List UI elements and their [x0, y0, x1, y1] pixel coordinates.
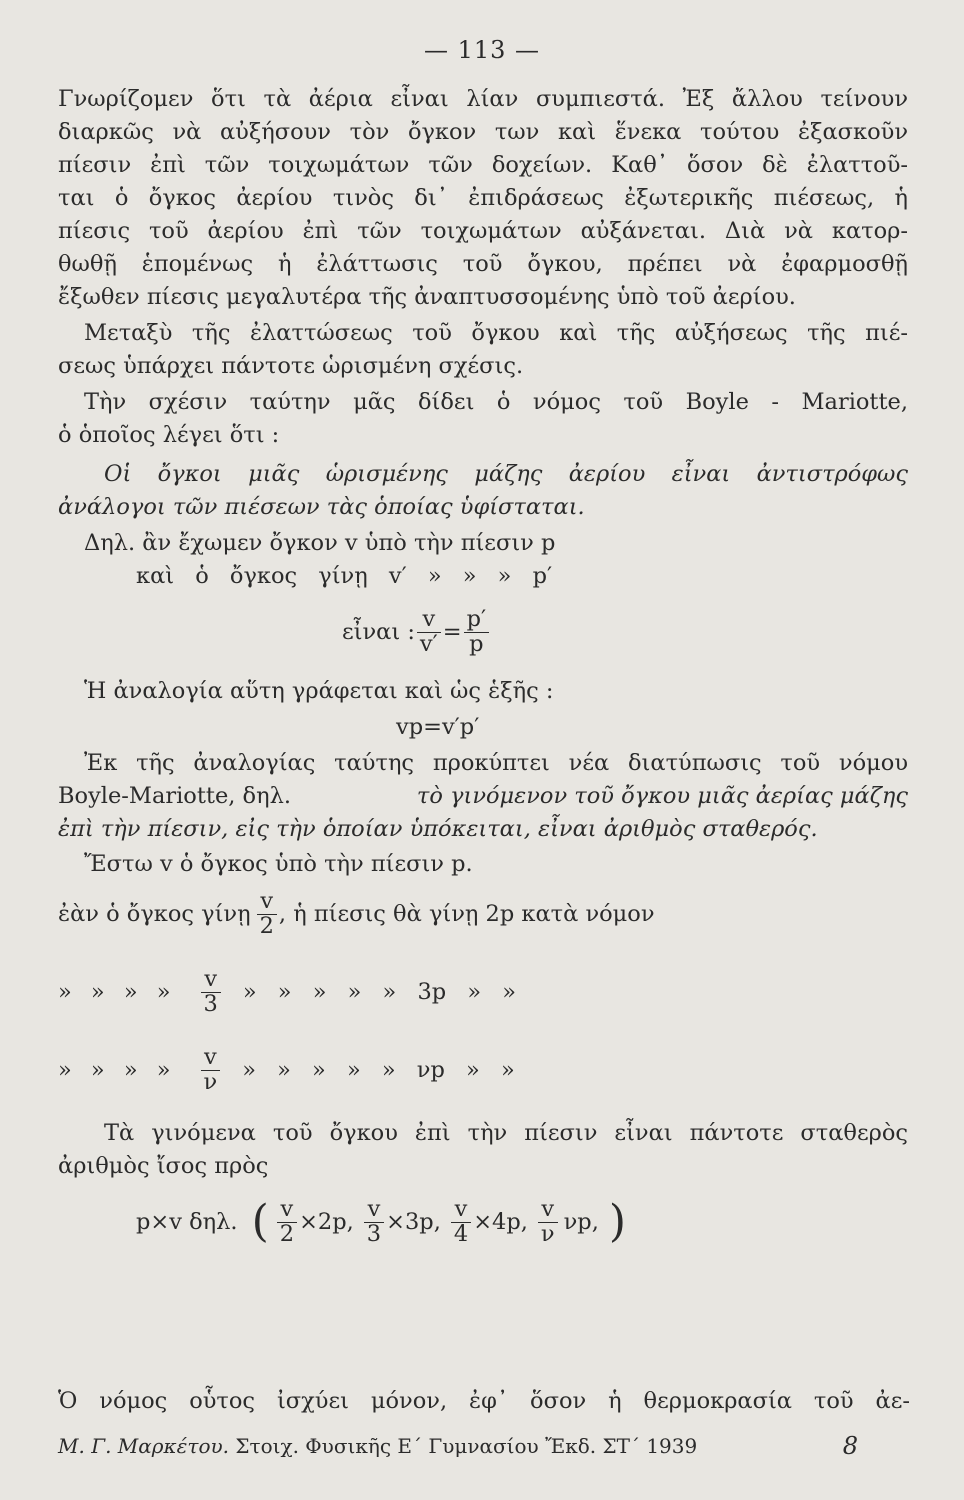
- text-line-8: Μεταξὺ τῆς ἐλαττώσεως τοῦ ὄγκου καὶ τῆς αὐξήσεως τῆς πιέ-: [84, 320, 908, 346]
- text-line-7: ἔξωθεν πίεσις μεγαλυτέρα τῆς ἀναπτυσσομένης ὑπὸ τοῦ ἀερίου.: [58, 284, 796, 310]
- footer-citation: [58, 1432, 697, 1460]
- text-line-26: Τὰ γινόμενα τοῦ ὄγκου ἐπὶ τὴν πίεσιν εἶναι πάντοτε σταθερὸς: [104, 1120, 908, 1146]
- ratio-row-1: ἐὰν ὁ ὄγκος γίνῃ $\frac{v}{2}$ , ἡ πίεσις θὰ γίνῃ 2p κατὰ νόμον: [58, 887, 655, 939]
- page-number: — 113 —: [423, 36, 541, 64]
- footer-book-title: Στοιχ. Φυσικῆς Ε΄ Γυμνασίου Ἔκδ. ΣΤ΄ 1939: [235, 1434, 698, 1458]
- fraction-p-prime-over-p: $\frac{p'}{p}$: [464, 608, 490, 656]
- law-statement-line-2: ἀνάλογοι τῶν πιέσεων τὰς ὁποίας ὑφίσταται.: [58, 494, 585, 520]
- text-line-21: ἐπὶ τὴν πίεσιν, εἰς τὴν ὁποίαν ὑπόκειται, εἶναι ἀριθμὸς σταθερός.: [58, 816, 818, 842]
- text-line-15: καὶ ὁ ὄγκος γίνῃ v′ » » » p′: [136, 563, 553, 589]
- proportion-equation: εἶναι : $\frac{v}{v'}$ = $\frac{p'}{p}$: [342, 600, 964, 664]
- product-series-equation: p×v δηλ. ( $\frac{v}{2}$ ×2p, $\frac{v}{3}$ ×3p, $\frac{v}{4}$ ×4p, $\frac{v}{\nu}$ νp, ): [136, 1195, 627, 1247]
- text-line-9: σεως ὑπάρχει πάντοτε ὡρισμένη σχέσις.: [58, 353, 524, 379]
- fraction-v-over-v-prime: $\frac{v}{v'}$: [417, 608, 441, 656]
- ratio-row-3: » » » » $\frac{v}{\nu}$ » » » » » νp » »: [58, 1043, 515, 1095]
- equation-prefix: εἶναι :: [342, 619, 415, 645]
- fraction-v-over-3: $\frac{v}{3}$: [364, 1198, 384, 1246]
- page-footer: [58, 1432, 908, 1460]
- law-statement-line-1: Οἱ ὄγκοι μιᾶς ὡρισμένης μάζης ἀερίου εἶναι ἀντιστρόφως: [104, 461, 908, 487]
- footer-signature-mark: 8: [842, 1432, 858, 1460]
- text-line-4: ται ὁ ὄγκος ἀερίου τινὸς δι᾽ ἐπιδράσεως ἐξωτερικῆς πιέσεως, ἡ: [58, 185, 908, 211]
- text-line-14: Δηλ. ἂν ἔχωμεν ὄγκον v ὑπὸ τὴν πίεσιν p: [84, 530, 556, 556]
- text-line-10: Τὴν σχέσιν ταύτην μᾶς δίδει ὁ νόμος τοῦ Boyle - Mariotte,: [84, 389, 908, 415]
- text-line-11: ὁ ὁποῖος λέγει ὅτι :: [58, 422, 280, 448]
- text-line-5: πίεσις τοῦ ἀερίου ἐπὶ τῶν τοιχωμάτων αὐξάνεται. Διὰ νὰ κατορ-: [58, 218, 908, 244]
- text-line-20: Boyle-Mariotte, δηλ. τὸ γινόμενον τοῦ ὄγκου μιᾶς ἀερίας μάζης: [58, 783, 908, 809]
- ratio-row-2: » » » » $\frac{v}{3}$ » » » » » 3p » »: [58, 965, 517, 1017]
- fraction-v-over-2: $\frac{v}{2}$: [277, 1198, 297, 1246]
- fraction-v-over-3: $\frac{v}{3}$: [201, 968, 221, 1016]
- text-line-27: ἀριθμὸς ἴσος πρὸς: [58, 1153, 269, 1179]
- text-line-2: διαρκῶς νὰ αὐξήσουν τὸν ὄγκον των καὶ ἕνεκα τούτου ἐξασκοῦν: [58, 119, 908, 145]
- fraction-v-over-nu: $\frac{v}{\nu}$: [538, 1198, 558, 1246]
- text-line-17: Ἡ ἀναλογία αὕτη γράφεται καὶ ὡς ἑξῆς :: [84, 678, 554, 704]
- text-line-19: Ἐκ τῆς ἀναλογίας ταύτης προκύπτει νέα διατύπωσις τοῦ νόμου: [84, 750, 908, 776]
- text-line-29: Ὁ νόμος οὗτος ἰσχύει μόνον, ἐφ᾽ ὅσον ἡ θερμοκρασία τοῦ ἀε-: [58, 1388, 910, 1414]
- fraction-v-over-nu: $\frac{v}{\nu}$: [201, 1046, 221, 1094]
- fraction-v-over-2: $\frac{v}{2}$: [257, 890, 277, 938]
- text-line-6: θωθῇ ἑπομένως ἡ ἐλάττωσις τοῦ ὄγκου, πρέπει νὰ ἐφαρμοσθῇ: [58, 251, 908, 277]
- fraction-v-over-4: $\frac{v}{4}$: [451, 1198, 471, 1246]
- footer-author: Μ. Γ. Μαρκέτου.: [58, 1434, 229, 1458]
- text-line-1: Γνωρίζομεν ὅτι τὰ ἀέρια εἶναι λίαν συμπιεστά. Ἐξ ἄλλου τείνουν: [58, 86, 908, 112]
- product-equation: vp=v′p′: [396, 714, 480, 740]
- text-line-3: πίεσιν ἐπὶ τῶν τοιχωμάτων τῶν δοχείων. Καθ᾽ ὅσον δὲ ἐλαττοῦ-: [58, 152, 908, 178]
- text-line-22: Ἔστω v ὁ ὄγκος ὑπὸ τὴν πίεσιν p.: [84, 851, 473, 877]
